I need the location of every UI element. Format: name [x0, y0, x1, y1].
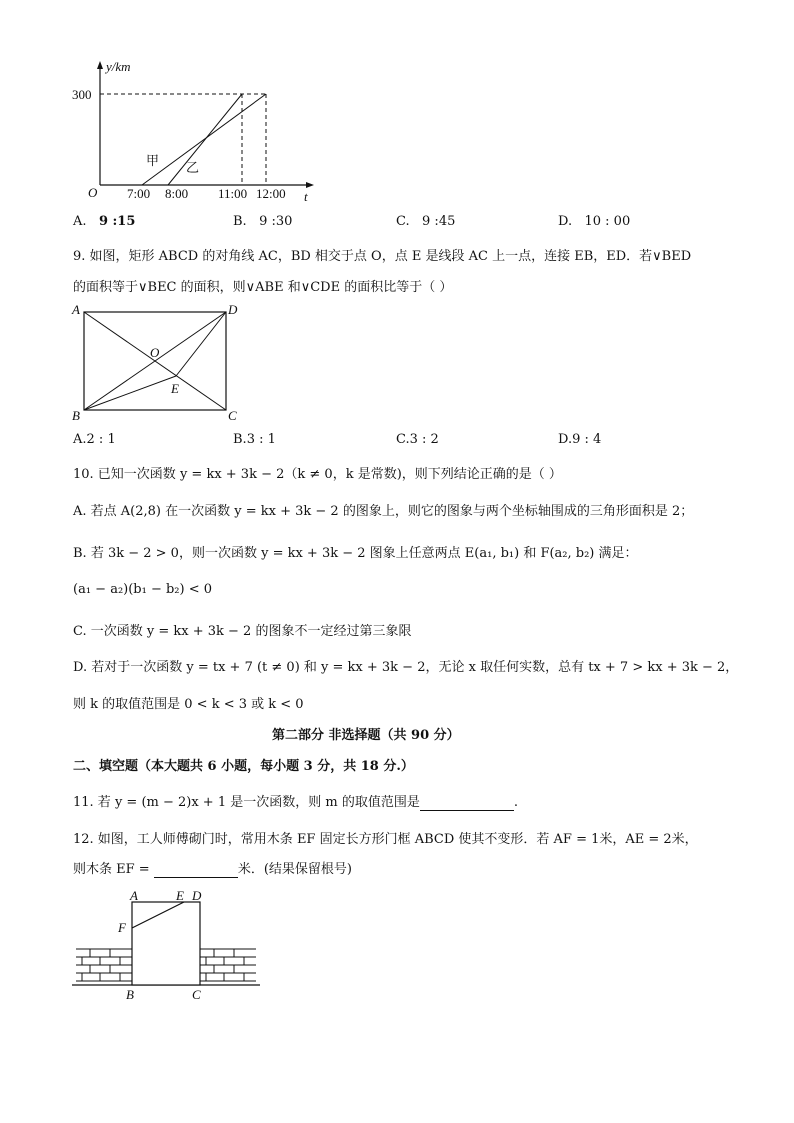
part2-title: 第二部分 非选择题（共 90 分）: [272, 728, 460, 743]
q8-distance-time-graph: [70, 55, 330, 205]
tick-800: 8:00: [165, 186, 189, 201]
q10-option-b[interactable]: B. 若 3k − 2 > 0，则一次函数 y = kx + 3k − 2 图象上任意两点 E(a₁, b₁) 和 F(a₂, b₂) 满足：: [73, 546, 638, 561]
line-jia: [142, 94, 266, 185]
tick-1200: 12:00: [256, 186, 286, 201]
vertex-a: A: [72, 302, 80, 317]
q9-option-b[interactable]: B.3 : 1: [233, 432, 276, 447]
vertex-d: D: [192, 888, 202, 903]
q9-option-a[interactable]: A.2 : 1: [73, 432, 116, 447]
vertex-d: D: [228, 302, 238, 317]
segment-be: [84, 376, 176, 410]
point-e: E: [171, 381, 179, 396]
q10-option-a[interactable]: A. 若点 A(2,8) 在一次函数 y = kx + 3k − 2 的图象上，则它的图象与两个坐标轴围成的三角形面积是 2；: [73, 504, 694, 519]
q10-option-d[interactable]: D. 若对于一次函数 y = tx + 7 (t ≠ 0) 和 y = kx + 3k − 2，无论 x 取任何实数，总有 tx + 7 > kx + 3k − 2，: [73, 660, 739, 675]
x-axis-arrow-icon: [306, 182, 314, 188]
vertex-b: B: [126, 987, 134, 1002]
label-yi: 乙: [186, 160, 200, 175]
q12-stem-line2: 则木条 EF = 米．(结果保留根号): [73, 862, 352, 877]
door-frame-abcd: [132, 902, 200, 985]
q12-answer-blank[interactable]: [154, 862, 238, 878]
point-e: E: [176, 888, 184, 903]
point-o: O: [150, 345, 160, 360]
q11-stem: 11. 若 y = (m − 2)x + 1 是一次函数，则 m 的取值范围是 .: [73, 795, 518, 810]
q9-option-d[interactable]: D.9 : 4: [558, 432, 602, 447]
q12-stem-line1: 12. 如图，工人师傅砌门时，常用木条 EF 固定长方形门框 ABCD 使其不变形．若 AF = 1米，AE = 2米，: [73, 832, 698, 847]
q10-stem: 10. 已知一次函数 y = kx + 3k − 2（k ≠ 0，k 是常数)，则下列结论正确的是（ ）: [73, 467, 562, 482]
x-axis-label: t: [304, 189, 308, 204]
q10-option-b-condition: (a₁ − a₂)(b₁ − b₂) < 0: [73, 582, 213, 597]
q8-option-c[interactable]: C. 9 :45: [396, 214, 456, 229]
right-brick-wall: [200, 949, 256, 981]
tick-700: 7:00: [127, 186, 151, 201]
q10-option-c[interactable]: C. 一次函数 y = kx + 3k − 2 的图象不一定经过第三象限: [73, 624, 412, 639]
q9-stem-line2: 的面积等于∨BEC 的面积，则∨ABE 和∨CDE 的面积比等于（ ）: [73, 280, 453, 295]
line-yi: [168, 94, 242, 185]
q9-option-c[interactable]: C.3 : 2: [396, 432, 439, 447]
tick-1100: 11:00: [218, 186, 248, 201]
point-f: F: [118, 920, 126, 935]
vertex-b: B: [72, 408, 80, 423]
origin-label: O: [88, 185, 98, 200]
q8-option-b[interactable]: B. 9 :30: [233, 214, 293, 229]
segment-de: [176, 312, 226, 376]
q8-option-d[interactable]: D. 10 : 00: [558, 214, 631, 229]
q9-stem-line1: 9. 如图，矩形 ABCD 的对角线 AC，BD 相交于点 O，点 E 是线段 AC 上一点，连接 EB，ED．若∨BED: [73, 249, 692, 264]
y-axis-arrow-icon: [97, 61, 103, 69]
q8-option-a[interactable]: A. 9 :15: [73, 214, 136, 229]
q11-answer-blank[interactable]: [420, 795, 514, 811]
q10-option-d-conclusion: 则 k 的取值范围是 0 < k < 3 或 k < 0: [73, 697, 304, 712]
q9-rectangle-figure: [70, 300, 250, 425]
label-jia: 甲: [146, 153, 160, 168]
section-fill-blank-heading: 二、填空题（本大题共 6 小题，每小题 3 分，共 18 分.）: [73, 759, 414, 774]
y-axis-label: y/km: [106, 59, 131, 74]
vertex-c: C: [228, 408, 237, 423]
left-brick-wall: [76, 949, 132, 981]
q12-door-frame-figure: [70, 885, 265, 1005]
label-300: 300: [72, 87, 92, 102]
vertex-a: A: [130, 888, 138, 903]
vertex-c: C: [192, 987, 201, 1002]
